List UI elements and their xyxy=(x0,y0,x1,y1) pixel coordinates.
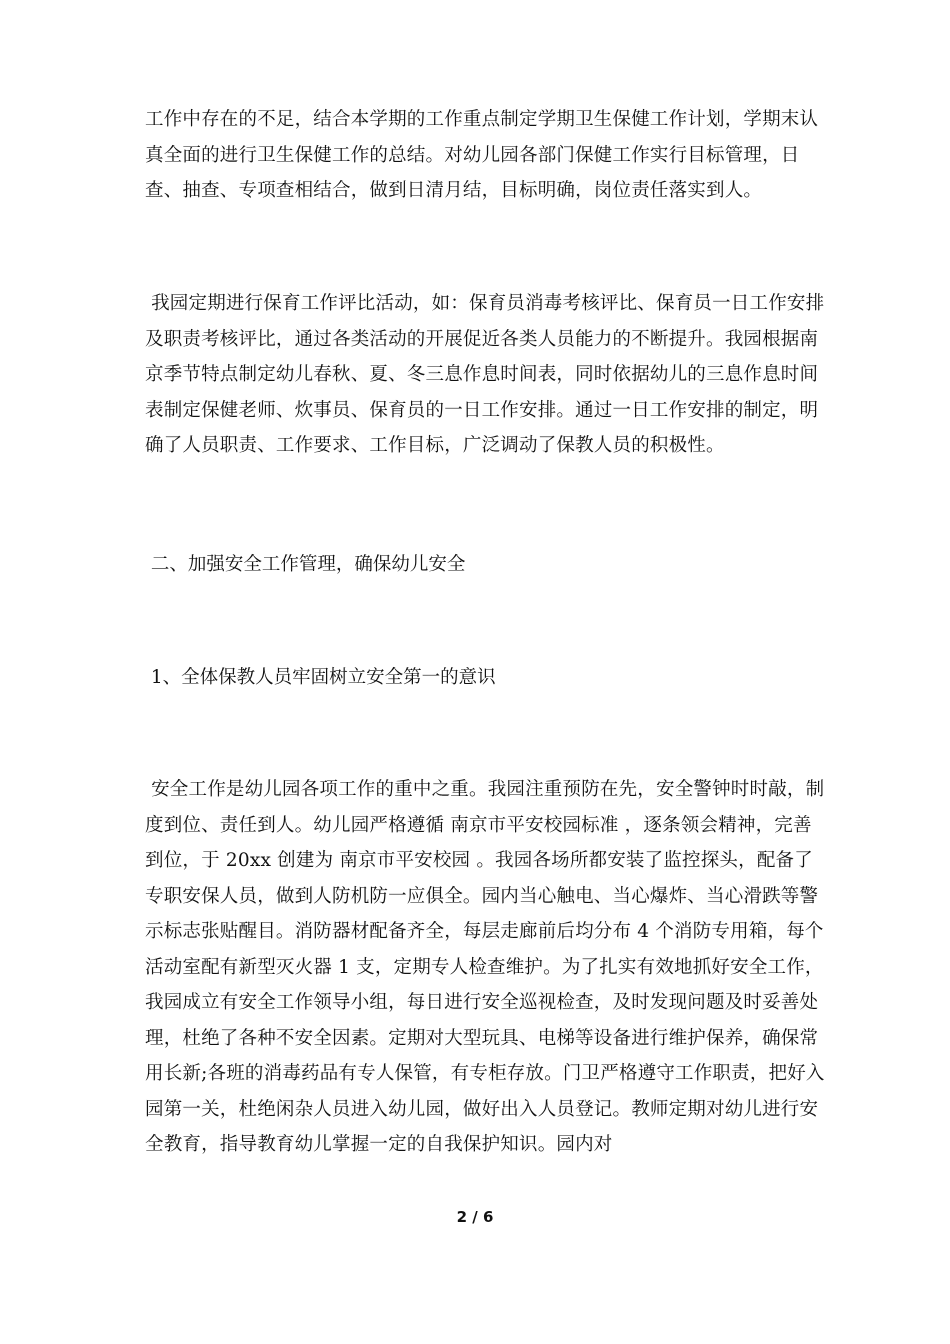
paragraph-health-work-plan: 工作中存在的不足，结合本学期的工作重点制定学期卫生保健工作计划，学期末认真全面的进行卫生保健工作的总结。对幼儿园各部门保健工作实行目标管理，日查、抽查、专项查相结合，做到日清月结，目标明确，岗位责任落实到人。 xyxy=(145,109,819,201)
paragraph-safety-work: 安全工作是幼儿园各项工作的重中之重。我园注重预防在先，安全警钟时时敲，制度到位、责任到人。幼儿园严格遵循 南京市平安校园标准 ，逐条领会精神，完善到位，于 20xx 创建为 南京市平安校园 。我园各场所都安装了监控探头，配备了专职安保人员，做到人防机防一应俱全。园内当心触电、当心爆炸、当心滑跌等警示标志张贴醒目。消防器材配备齐全，每层走廊前后均分布 4 个消防专用箱，每个活动室配有新型灭火器 1 支，定期专人检查维护。为了扎实有效地抓好安全工作，我园成立有安全工作领导小组，每日进行安全巡视检查，及时发现问题及时妥善处理，杜绝了各种不安全因素。定期对大型玩具、电梯等设备进行维护保养，确保常用长新;各班的消毒药品有专人保管，有专柜存放。门卫严格遵守工作职责，把好入园第一关，杜绝闲杂人员进入幼儿园，做好出入人员登记。教师定期对幼儿进行安全教育，指导教育幼儿掌握一定的自我保护知识。园内对 xyxy=(145,779,825,1155)
paragraph-care-evaluation: 我园定期进行保育工作评比活动，如：保育员消毒考核评比、保育员一日工作安排及职责考核评比，通过各类活动的开展促近各类人员能力的不断提升。我园根据南京季节特点制定幼儿春秋、夏、冬三息作息时间表，同时依据幼儿的三息作息时间表制定保健老师、炊事员、保育员的一日工作安排。通过一日工作安排的制定，明确了人员职责、工作要求、工作目标，广泛调动了保教人员的积极性。 xyxy=(145,293,825,456)
section-heading-safety-management: 二、加强安全工作管理，确保幼儿安全 xyxy=(145,554,466,575)
page-number: 2 / 6 xyxy=(456,1208,494,1226)
subsection-heading-safety-awareness: 1、全体保教人员牢固树立安全第一的意识 xyxy=(145,667,496,688)
